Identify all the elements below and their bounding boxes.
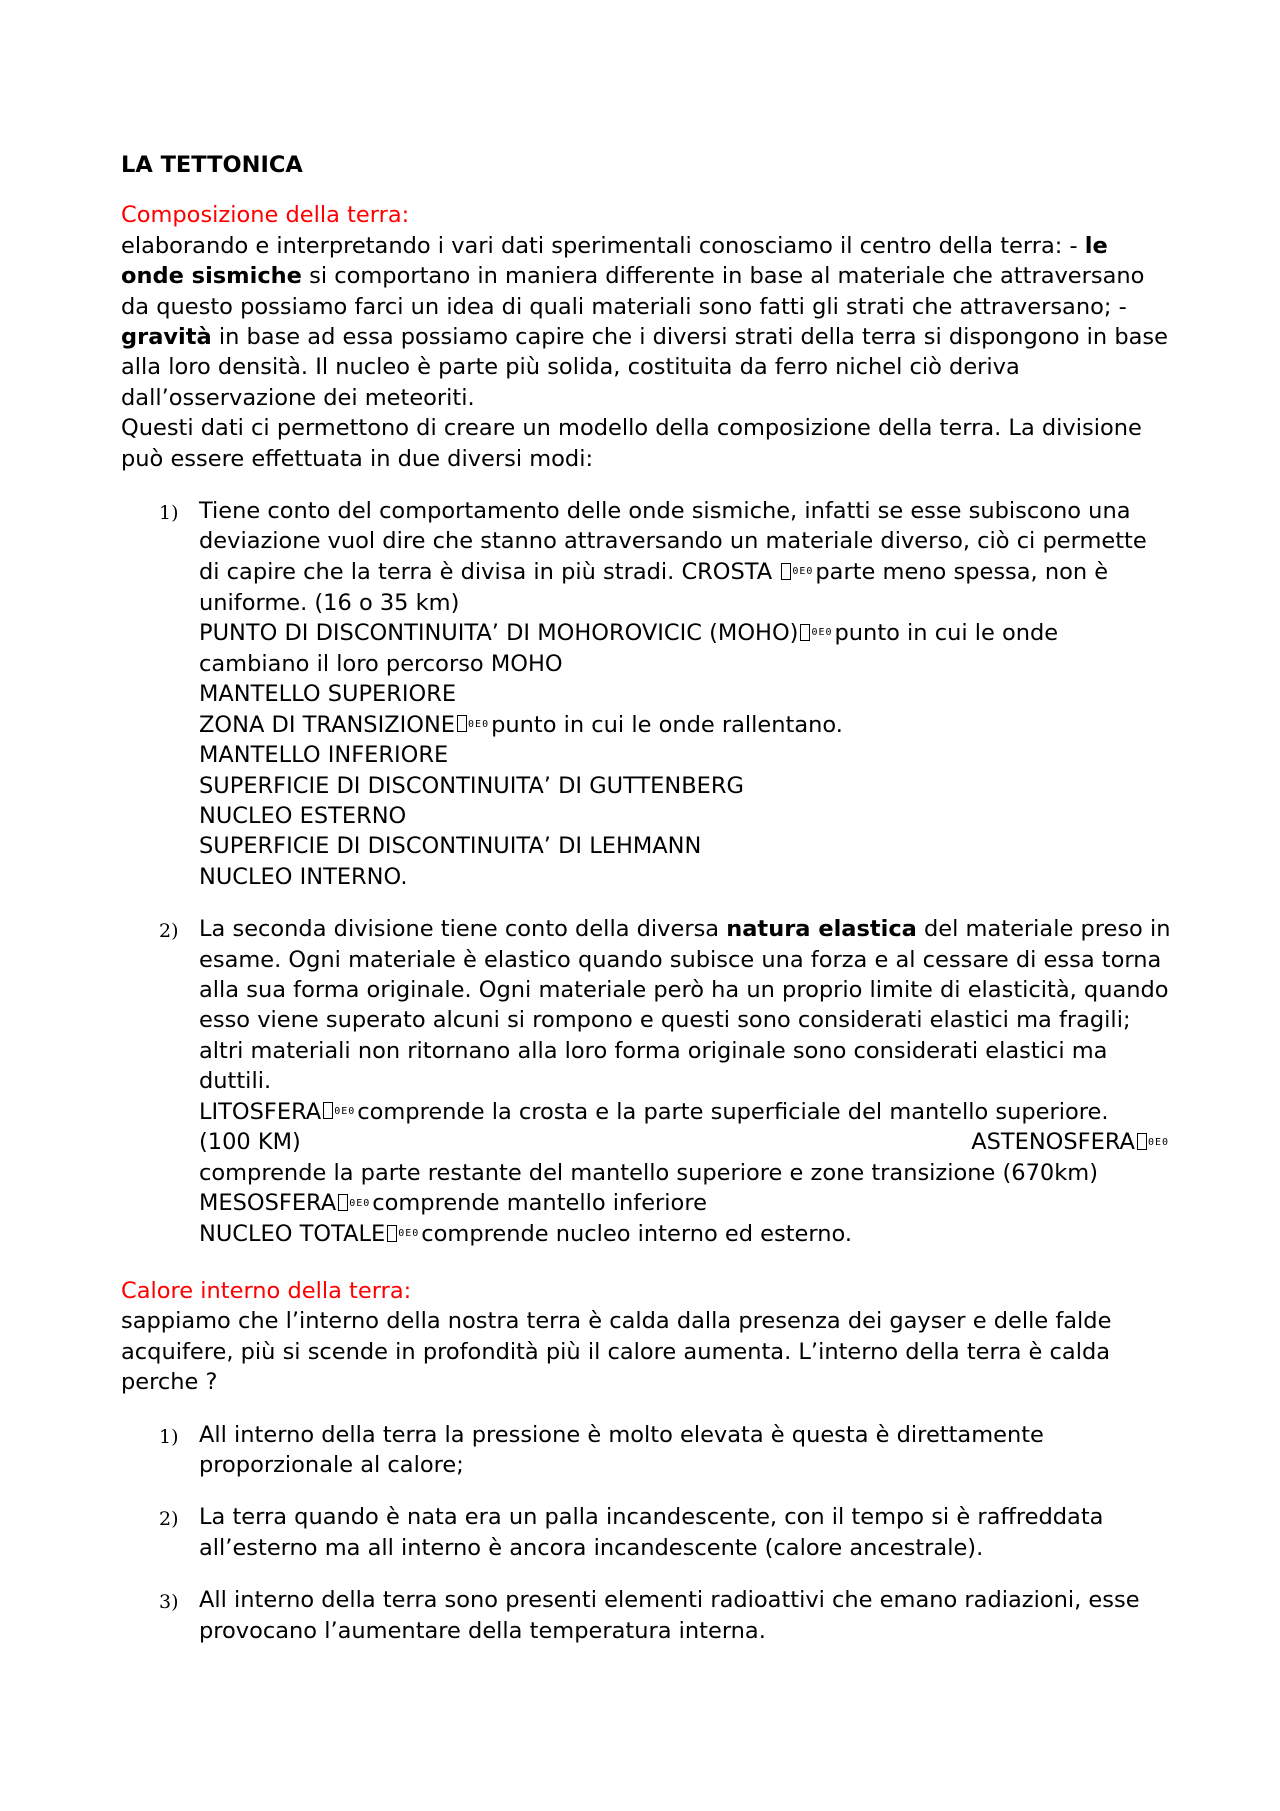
paragraph-calore: sappiamo che l’interno della nostra terra è calda dalla presenza dei gayser e delle falde acquifere, più si scende in profondità più il calore aumenta. L’interno della terra è calda perche ? [121, 1308, 1112, 1396]
list-item [121, 914, 1171, 1250]
layer-line [199, 1097, 1171, 1128]
layer-line [199, 1219, 1171, 1250]
paragraph-composizione [121, 231, 1171, 413]
heat-reasons-list [121, 1420, 1171, 1646]
section-heading-composizione: Composizione della terra: [121, 202, 410, 229]
list-item [121, 1420, 1171, 1481]
list-number: 2) [159, 920, 179, 943]
list-item [121, 1585, 1171, 1646]
bold-gravita: gravità [121, 324, 212, 351]
list-item [121, 496, 1171, 892]
text-segment: si comportano in maniera differente in base al materiale che attraversano da questo possiamo farci un idea di quali materiali sono fatti gli strati che attraversano; - [121, 263, 1145, 320]
bold-natura-elastica: natura elastica [726, 916, 917, 943]
list-number: 3) [159, 1591, 179, 1614]
list-item-text: La terra quando è nata era un palla incandescente, con il tempo si è raffreddata all’esterno ma all interno è ancora incandescente (calore ancestrale). [199, 1504, 1104, 1561]
layer-line [199, 1188, 1171, 1219]
item1-intro: Tiene conto del comportamento delle onde sismiche, infatti se esse subiscono una deviazione vuol dire che stanno attraversando un materiale diverso, ciò ci permette di capire che la terra è divisa in più stradi. CROSTA [199, 498, 1147, 585]
layer-line: comprende la parte restante del mantello superiore e zone transizione (670km) [199, 1160, 1098, 1187]
missing-glyph-icon: 0E0 [387, 1219, 419, 1249]
layer-line: NUCLEO ESTERNO [199, 803, 407, 830]
layer-line [199, 1127, 1171, 1158]
text-segment: elaborando e interpretando i vari dati sperimentali conosciamo il centro della terra: - [121, 232, 1085, 259]
list-number: 1) [159, 502, 179, 525]
paragraph-modello: Questi dati ci permettono di creare un modello della composizione della terra. La divisione può essere effettuata in due diversi modi: [121, 415, 1142, 472]
document-title: LA TETTONICA [121, 152, 303, 178]
list-item [121, 1502, 1171, 1563]
layer-description: punto in cui le onde cambiano il loro percorso MOHO [199, 619, 1059, 677]
layer-line: SUPERFICIE DI DISCONTINUITA’ DI LEHMANN [199, 833, 702, 860]
text-segment: in base ad essa possiamo capire che i diversi strati della terra si dispongono in base alla loro densità. Il nucleo è parte più solida, costituita da ferro nichel ciò deriva dall’osservazione dei meteoriti. [121, 324, 1168, 411]
layer-name: LITOSFERA [199, 1098, 322, 1125]
layer-name: NUCLEO TOTALE [199, 1221, 386, 1248]
layer-line: SUPERFICIE DI DISCONTINUITA’ DI GUTTENBERG [199, 772, 744, 799]
layer-description: comprende mantello inferiore [372, 1190, 707, 1217]
layer-name: PUNTO DI DISCONTINUITA’ DI MOHOROVICIC (MOHO) [199, 619, 799, 646]
section-heading-calore: Calore interno della terra: [121, 1277, 412, 1304]
layer-name-text: ASTENOSFERA [971, 1129, 1135, 1156]
layer-description: comprende la crosta e la parte superficiale del mantello superiore. [357, 1098, 1109, 1125]
missing-glyph-icon: 0E0 [457, 710, 489, 740]
document-body [121, 150, 1171, 1646]
list-number: 1) [159, 1425, 179, 1448]
layer-line: MANTELLO SUPERIORE [199, 681, 457, 708]
missing-glyph-icon: 0E0 [1137, 1128, 1169, 1158]
bold-onde-sismiche: le onde sismiche [121, 232, 1108, 290]
layer-name [971, 1127, 1171, 1158]
text-segment: del materiale preso in esame. Ogni materiale è elastico quando subisce una forza e al cessare di essa torna alla sua forma originale. Ogni materiale però ha un proprio limite di elasticità, quando esso viene superato alcuni si rompono e questi sono considerati elastici ma fragili; altri materiali non ritornano alla loro forma originale sono considerati elastici ma duttili. [199, 916, 1171, 1095]
list-number: 2) [159, 1508, 179, 1531]
item1-crosta: parte meno spessa, non è uniforme. (16 o 35 km) [199, 558, 1109, 616]
layer-line [199, 710, 1171, 741]
layer-description: punto in cui le onde rallentano. [491, 711, 843, 738]
missing-glyph-icon: 0E0 [323, 1097, 355, 1127]
list-item-text: All interno della terra sono presenti elementi radioattivi che emano radiazioni, esse provocano l’aumentare della temperatura interna. [199, 1587, 1140, 1644]
missing-glyph-icon: 0E0 [781, 557, 813, 587]
layer-description: comprende nucleo interno ed esterno. [421, 1221, 853, 1248]
missing-glyph-icon: 0E0 [338, 1189, 370, 1219]
text-segment: La seconda divisione tiene conto della diversa [199, 916, 727, 943]
layer-line: NUCLEO INTERNO. [199, 863, 408, 890]
layer-name: ZONA DI TRANSIZIONE [199, 711, 456, 738]
layer-depth: (100 KM) [199, 1129, 301, 1156]
division-list [121, 496, 1171, 1250]
layer-name: MESOSFERA [199, 1190, 337, 1217]
layer-line: MANTELLO INFERIORE [199, 742, 449, 769]
list-item-text: All interno della terra la pressione è molto elevata è questa è direttamente proporzionale al calore; [199, 1421, 1044, 1478]
layer-line [199, 618, 1171, 679]
missing-glyph-icon: 0E0 [800, 618, 832, 648]
